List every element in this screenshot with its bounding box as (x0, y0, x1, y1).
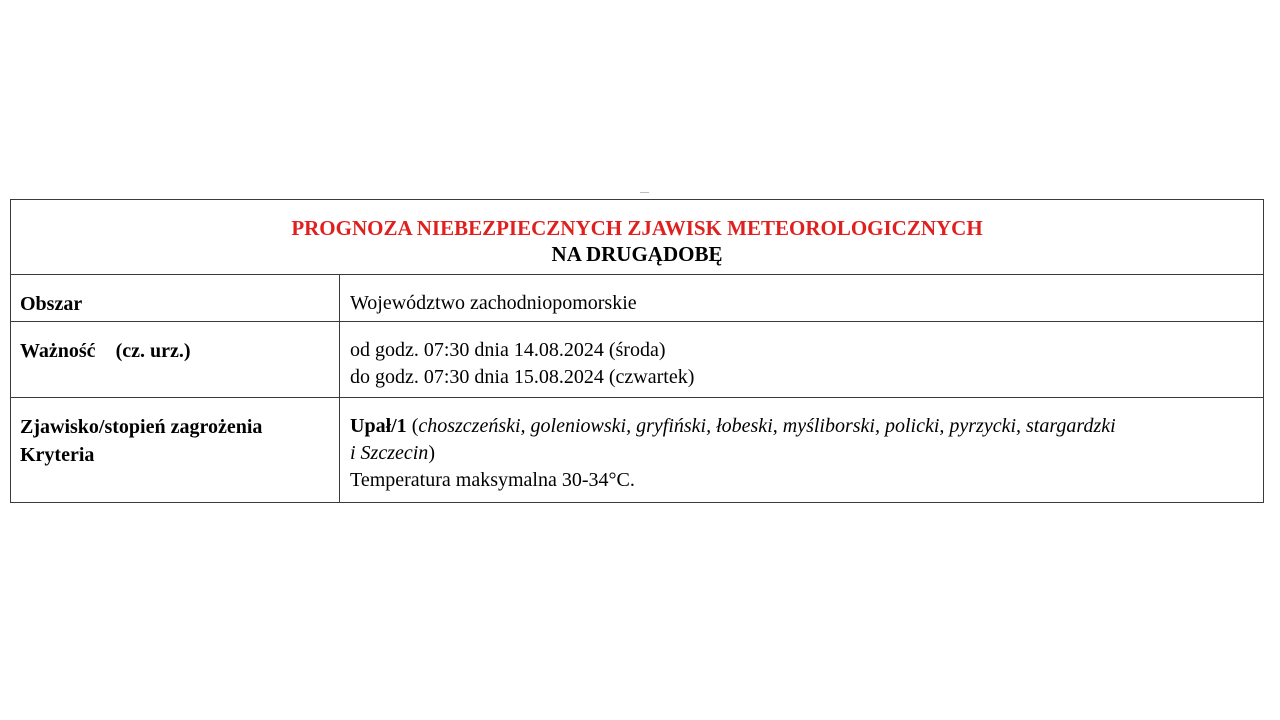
phenomenon-value-cell (340, 398, 1263, 502)
warning-table (10, 199, 1264, 503)
page-mark (640, 192, 649, 196)
validity-label-cell (11, 322, 340, 397)
table-header (11, 200, 1263, 275)
table-row-area (11, 275, 1263, 322)
validity-from: od godz. 07:30 dnia 14.08.2024 (środa) (350, 339, 666, 361)
close-paren: ) (428, 442, 435, 464)
forecast-title: PROGNOZA NIEBEZPIECZNYCH ZJAWISK METEOROLOGICZNYCH (291, 216, 983, 240)
phenomenon-line-1 (350, 413, 1255, 440)
criteria-value: Temperatura maksymalna 30-34°C. (350, 469, 635, 491)
area-value: Województwo zachodniopomorskie (350, 292, 637, 314)
table-row-phenomenon (11, 398, 1263, 502)
validity-value-cell (340, 322, 1263, 397)
forecast-subtitle: NA DRUGĄDOBĘ (551, 242, 723, 266)
validity-to: do godz. 07:30 dnia 15.08.2024 (czwartek) (350, 366, 695, 388)
phenomenon-label-cell (11, 398, 340, 502)
area-label: Obszar (11, 275, 340, 321)
open-paren: ( (406, 415, 419, 437)
phenomenon-line-2 (350, 440, 1255, 467)
districts-line-2: i Szczecin (350, 442, 429, 464)
validity-label-suffix: (cz. urz.) (115, 340, 191, 362)
validity-label: Ważność (20, 340, 96, 362)
criteria-label: Kryteria (20, 444, 95, 466)
warning-level: Upał/1 (350, 415, 407, 437)
districts-line-1: choszczeński, goleniowski, gryfiński, łobeski, myśliborski, policki, pyrzycki, stargardzki (418, 415, 1116, 437)
phenomenon-label: Zjawisko/stopień zagrożenia (20, 416, 263, 438)
table-row-validity (11, 322, 1263, 398)
